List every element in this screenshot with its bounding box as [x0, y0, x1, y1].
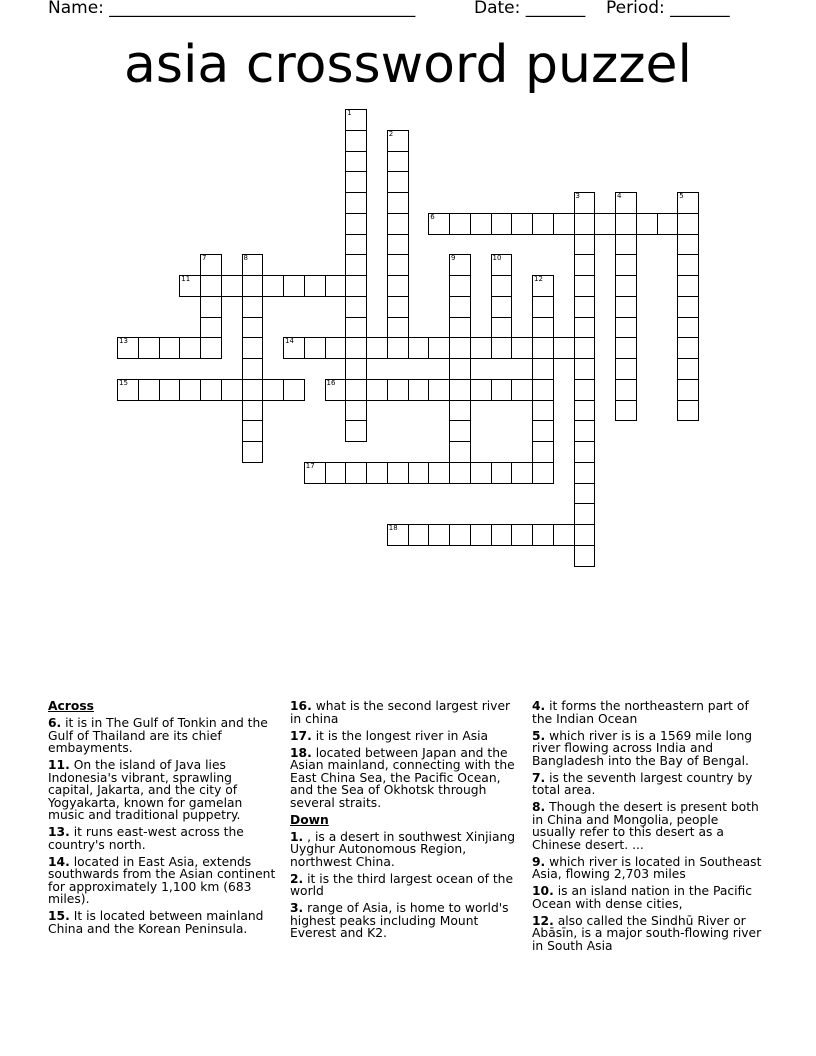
grid-cell[interactable]: [511, 462, 533, 484]
grid-cell[interactable]: [574, 254, 596, 276]
clue-text: range of Asia, is home to world's highest peaks including Mount Everest and K2.: [290, 901, 509, 940]
cell-number: 2: [388, 129, 394, 138]
grid-cell[interactable]: [470, 524, 492, 546]
grid-cell[interactable]: [532, 441, 554, 463]
grid-cell[interactable]: [511, 213, 533, 235]
cell-number: 18: [388, 524, 398, 532]
grid-cell[interactable]: [262, 379, 284, 401]
grid-cell[interactable]: [677, 234, 699, 256]
grid-cell[interactable]: [532, 420, 554, 442]
period-blank[interactable]: _______: [670, 0, 730, 18]
cell-number: 9: [451, 254, 456, 263]
date-blank[interactable]: _______: [525, 0, 586, 18]
clue-text: Though the desert is present both in China and Mongolia, people usually refer to this desert as a Chinese desert. ...: [532, 800, 759, 852]
grid-cell[interactable]: [387, 379, 409, 401]
grid-cell[interactable]: [242, 337, 264, 359]
grid-cell[interactable]: [532, 358, 554, 380]
grid-cell[interactable]: [532, 296, 554, 318]
cell-number: 3: [575, 192, 580, 200]
page-title: asia crossword puzzel: [124, 35, 692, 95]
clue-number: 8.: [532, 800, 546, 814]
grid-cell[interactable]: [677, 296, 699, 318]
grid-cell[interactable]: [532, 379, 554, 401]
grid-cell[interactable]: [615, 213, 637, 235]
grid-cell[interactable]: [242, 317, 264, 339]
grid-cell[interactable]: [491, 296, 513, 318]
grid-cell[interactable]: [615, 254, 637, 276]
clue-text: it is the longest river in Asia: [311, 728, 489, 743]
cell-number: 15: [119, 378, 128, 387]
clue-number: 18.: [290, 745, 312, 760]
grid-cell[interactable]: [387, 296, 409, 318]
grid-cell[interactable]: [408, 462, 430, 484]
grid-cell[interactable]: [387, 192, 409, 214]
clue-list-down-1: [290, 831, 524, 940]
grid-cell[interactable]: [491, 213, 513, 235]
grid-cell[interactable]: [532, 462, 554, 484]
grid-cell[interactable]: [594, 213, 616, 235]
grid-cell[interactable]: [553, 524, 575, 546]
grid-cell[interactable]: [345, 379, 367, 401]
grid-cell[interactable]: [325, 462, 347, 484]
cell-number: 13: [119, 337, 128, 346]
clue-text: , is a desert in southwest Xinjiang Uyghur Autonomous Region, northwest China.: [290, 829, 516, 869]
clue-list-across-2: [290, 700, 524, 809]
grid-cell[interactable]: [387, 213, 409, 235]
grid-cell[interactable]: [200, 337, 222, 359]
name-blank[interactable]: ____________________________________: [109, 0, 416, 18]
grid-cell[interactable]: [470, 337, 492, 359]
across-heading: Across: [48, 699, 94, 713]
grid-cell[interactable]: [574, 337, 596, 359]
clue-number: 3.: [290, 901, 304, 915]
cell-number: 8: [243, 254, 248, 263]
grid-cell[interactable]: [491, 337, 513, 359]
grid-cell[interactable]: [428, 337, 450, 359]
grid-cell[interactable]: [574, 545, 596, 567]
clue-list-across-1: [48, 717, 276, 935]
grid-cell[interactable]: [345, 358, 367, 380]
clue-item: [48, 910, 276, 935]
grid-cell[interactable]: [304, 462, 326, 484]
clue-text: On the island of Java lies Indonesia's vibrant, sprawling capital, Jakarta, and the city of Yogyakarta, known for gamelan music and traditional puppetry.: [48, 758, 243, 822]
clue-number: 1.: [290, 829, 304, 844]
grid-cell[interactable]: [449, 358, 471, 380]
clue-number: 15.: [48, 909, 70, 923]
grid-cell[interactable]: [345, 151, 367, 173]
cell-number: 17: [305, 461, 315, 470]
grid-cell[interactable]: [574, 441, 596, 463]
clue-item: [48, 856, 276, 906]
clues-column-1: [48, 700, 276, 940]
clue-text: also called the Sindhū River or Abāsīn, is a major south-flowing river in South Asia: [532, 913, 762, 953]
grid-cell[interactable]: [491, 462, 513, 484]
grid-cell[interactable]: [449, 275, 471, 297]
clue-item: [532, 885, 764, 910]
grid-cell[interactable]: [159, 379, 181, 401]
grid-cell[interactable]: [387, 524, 409, 546]
grid-cell[interactable]: [491, 524, 513, 546]
grid-cell[interactable]: [179, 275, 201, 297]
grid-cell[interactable]: [200, 317, 222, 339]
grid-cell[interactable]: [345, 130, 367, 152]
grid-cell[interactable]: [449, 400, 471, 422]
grid-cell[interactable]: [449, 462, 471, 484]
clue-text: It is located between mainland China and the Korean Peninsula.: [48, 909, 264, 936]
grid-cell[interactable]: [491, 317, 513, 339]
grid-cell[interactable]: [532, 337, 554, 359]
grid-cell[interactable]: [615, 317, 637, 339]
clue-item: [532, 801, 764, 851]
grid-cell[interactable]: [159, 337, 181, 359]
grid-cell[interactable]: [470, 379, 492, 401]
grid-cell[interactable]: [615, 296, 637, 318]
grid-cell[interactable]: [615, 192, 637, 214]
grid-cell[interactable]: [345, 171, 367, 193]
grid-cell[interactable]: [387, 337, 409, 359]
grid-cell[interactable]: [574, 234, 596, 256]
grid-cell[interactable]: [366, 337, 388, 359]
grid-cell[interactable]: [242, 400, 264, 422]
grid-cell[interactable]: [574, 379, 596, 401]
clue-text: it is the third largest ocean of the world: [290, 871, 514, 898]
clue-item: [48, 826, 276, 851]
cell-number: 11: [181, 275, 191, 283]
grid-cell[interactable]: [428, 213, 450, 235]
clue-number: 2.: [290, 871, 304, 886]
cell-number: 6: [430, 212, 435, 221]
grid-cell[interactable]: [117, 379, 139, 401]
grid-cell[interactable]: [615, 337, 637, 359]
clue-text: located in East Asia, extends southwards from the Asian continent for approximately 1,100 km (683 miles).: [48, 854, 276, 906]
clue-number: 14.: [48, 854, 70, 869]
clues-column-2: [290, 700, 524, 944]
grid-cell[interactable]: [387, 130, 409, 152]
grid-cell[interactable]: [345, 234, 367, 256]
grid-cell[interactable]: [345, 109, 367, 131]
clue-number: 11.: [48, 758, 70, 772]
date-label: Date:: [474, 0, 521, 18]
cell-number: 5: [679, 192, 684, 200]
grid-cell[interactable]: [532, 524, 554, 546]
grid-cell[interactable]: [304, 337, 326, 359]
grid-cell[interactable]: [574, 275, 596, 297]
grid-cell[interactable]: [304, 275, 326, 297]
grid-cell[interactable]: [677, 254, 699, 276]
clue-item: [290, 700, 524, 725]
grid-cell[interactable]: [491, 254, 513, 276]
grid-cell[interactable]: [511, 337, 533, 359]
clue-number: 12.: [532, 913, 554, 928]
grid-cell[interactable]: [511, 524, 533, 546]
grid-cell[interactable]: [283, 379, 305, 401]
grid-cell[interactable]: [262, 275, 284, 297]
grid-cell[interactable]: [657, 213, 679, 235]
period-label: Period:: [606, 0, 665, 18]
clue-item: [290, 902, 524, 940]
grid-cell[interactable]: [511, 379, 533, 401]
grid-cell[interactable]: [677, 400, 699, 422]
grid-cell[interactable]: [345, 296, 367, 318]
grid-cell[interactable]: [449, 317, 471, 339]
grid-cell[interactable]: [532, 213, 554, 235]
grid-cell[interactable]: [491, 275, 513, 297]
grid-cell[interactable]: [345, 462, 367, 484]
grid-cell[interactable]: [387, 317, 409, 339]
grid-cell[interactable]: [677, 358, 699, 380]
grid-cell[interactable]: [449, 420, 471, 442]
grid-cell[interactable]: [677, 379, 699, 401]
clue-number: 7.: [532, 770, 546, 785]
grid-cell[interactable]: [242, 358, 264, 380]
grid-cell[interactable]: [615, 379, 637, 401]
grid-cell[interactable]: [242, 379, 264, 401]
grid-cell[interactable]: [449, 254, 471, 276]
grid-cell[interactable]: [574, 420, 596, 442]
clue-item: [532, 915, 764, 953]
clue-number: 5.: [532, 728, 546, 743]
grid-cell[interactable]: [428, 379, 450, 401]
grid-cell[interactable]: [491, 379, 513, 401]
grid-cell[interactable]: [221, 379, 243, 401]
clue-text: is an island nation in the Pacific Ocean with dense cities,: [532, 884, 753, 911]
grid-cell[interactable]: [470, 462, 492, 484]
grid-cell[interactable]: [179, 337, 201, 359]
grid-cell[interactable]: [574, 213, 596, 235]
grid-cell[interactable]: [574, 524, 596, 546]
grid-cell[interactable]: [408, 379, 430, 401]
grid-cell[interactable]: [449, 524, 471, 546]
grid-cell[interactable]: [677, 213, 699, 235]
grid-cell[interactable]: [200, 296, 222, 318]
grid-cell[interactable]: [387, 462, 409, 484]
cell-number: 16: [326, 378, 336, 387]
grid-cell[interactable]: [532, 317, 554, 339]
grid-cell[interactable]: [345, 213, 367, 235]
grid-cell[interactable]: [345, 275, 367, 297]
grid-cell[interactable]: [615, 358, 637, 380]
grid-cell[interactable]: [366, 379, 388, 401]
grid-cell[interactable]: [387, 171, 409, 193]
grid-cell[interactable]: [553, 337, 575, 359]
grid-cell[interactable]: [117, 337, 139, 359]
grid-cell[interactable]: [574, 462, 596, 484]
grid-cell[interactable]: [242, 296, 264, 318]
clue-item: [48, 759, 276, 822]
grid-cell[interactable]: [677, 317, 699, 339]
grid-cell[interactable]: [532, 400, 554, 422]
clue-item: [532, 772, 764, 797]
grid-cell[interactable]: [387, 275, 409, 297]
grid-cell[interactable]: [200, 275, 222, 297]
grid-cell[interactable]: [325, 379, 347, 401]
clues-column-3: [532, 700, 764, 957]
grid-cell[interactable]: [449, 337, 471, 359]
grid-cell[interactable]: [387, 234, 409, 256]
grid-cell[interactable]: [387, 254, 409, 276]
clue-number: 6.: [48, 716, 62, 730]
grid-cell[interactable]: [242, 254, 264, 276]
grid-cell[interactable]: [345, 337, 367, 359]
grid-cell[interactable]: [345, 420, 367, 442]
grid-cell[interactable]: [179, 379, 201, 401]
grid-cell[interactable]: [408, 337, 430, 359]
grid-cell[interactable]: [574, 192, 596, 214]
grid-cell[interactable]: [283, 337, 305, 359]
clue-item: [532, 700, 764, 725]
cell-number: 10: [492, 254, 502, 263]
grid-cell[interactable]: [677, 192, 699, 214]
grid-cell[interactable]: [615, 234, 637, 256]
grid-cell[interactable]: [345, 400, 367, 422]
grid-cell[interactable]: [428, 524, 450, 546]
grid-cell[interactable]: [200, 379, 222, 401]
grid-cell[interactable]: [325, 275, 347, 297]
clue-list-down-2: [532, 700, 764, 952]
clue-item: [532, 856, 764, 881]
grid-cell[interactable]: [615, 400, 637, 422]
clue-number: 4.: [532, 699, 546, 713]
grid-cell[interactable]: [283, 275, 305, 297]
clue-text: located between Japan and the Asian mainland, connecting with the East China Sea, the Pacific Ocean, and the Sea of Okhotsk through several straits.: [290, 745, 515, 810]
grid-cell[interactable]: [345, 317, 367, 339]
down-heading: Down: [290, 812, 329, 827]
clue-item: [290, 831, 524, 869]
grid-cell[interactable]: [449, 296, 471, 318]
grid-cell[interactable]: [138, 337, 160, 359]
grid-cell[interactable]: [345, 254, 367, 276]
grid-cell[interactable]: [574, 503, 596, 525]
grid-cell[interactable]: [615, 275, 637, 297]
cell-number: 1: [347, 109, 352, 117]
cell-number: 4: [617, 192, 622, 200]
cell-number: 12: [534, 275, 543, 283]
clue-text: is the seventh largest country by total area.: [532, 770, 753, 797]
grid-cell[interactable]: [636, 213, 658, 235]
clue-text: which river is is a 1569 mile long river flowing across India and Bangladesh into the Bay of Bengal.: [532, 728, 753, 768]
clue-item: [48, 717, 276, 755]
grid-cell[interactable]: [345, 192, 367, 214]
clue-number: 13.: [48, 825, 70, 839]
grid-cell[interactable]: [200, 254, 222, 276]
grid-cell[interactable]: [428, 462, 450, 484]
name-label: Name:: [48, 0, 104, 18]
grid-cell[interactable]: [532, 275, 554, 297]
cell-number: 7: [202, 254, 207, 263]
clue-text: what is the second largest river in china: [290, 699, 511, 726]
clue-text: it forms the northeastern part of the Indian Ocean: [532, 699, 749, 726]
grid-cell[interactable]: [242, 420, 264, 442]
grid-cell[interactable]: [553, 213, 575, 235]
grid-cell[interactable]: [574, 483, 596, 505]
grid-cell[interactable]: [449, 379, 471, 401]
grid-cell[interactable]: [242, 275, 264, 297]
clue-item: [290, 873, 524, 898]
grid-cell[interactable]: [677, 337, 699, 359]
grid-cell[interactable]: [574, 358, 596, 380]
clue-number: 16.: [290, 699, 312, 713]
grid-cell[interactable]: [449, 441, 471, 463]
grid-cell[interactable]: [470, 213, 492, 235]
grid-cell[interactable]: [677, 275, 699, 297]
clue-item: [532, 730, 764, 768]
clue-number: 17.: [290, 728, 312, 743]
grid-cell[interactable]: [408, 524, 430, 546]
grid-cell[interactable]: [574, 400, 596, 422]
clue-item: [290, 747, 524, 810]
grid-cell[interactable]: [242, 441, 264, 463]
clue-number: 10.: [532, 884, 554, 898]
grid-cell[interactable]: [325, 337, 347, 359]
grid-cell[interactable]: [574, 317, 596, 339]
clue-number: 9.: [532, 854, 546, 869]
cell-number: 14: [285, 337, 294, 346]
grid-cell[interactable]: [387, 151, 409, 173]
grid-cell[interactable]: [574, 296, 596, 318]
grid-cell[interactable]: [366, 462, 388, 484]
clue-text: it runs east-west across the country's north.: [48, 825, 244, 852]
clue-text: it is in The Gulf of Tonkin and the Gulf of Thailand are its chief embayments.: [48, 716, 268, 755]
grid-cell[interactable]: [138, 379, 160, 401]
clue-text: which river is located in Southeast Asia, flowing 2,703 miles: [532, 854, 762, 881]
clue-item: [290, 730, 524, 743]
grid-cell[interactable]: [221, 275, 243, 297]
grid-cell[interactable]: [449, 213, 471, 235]
